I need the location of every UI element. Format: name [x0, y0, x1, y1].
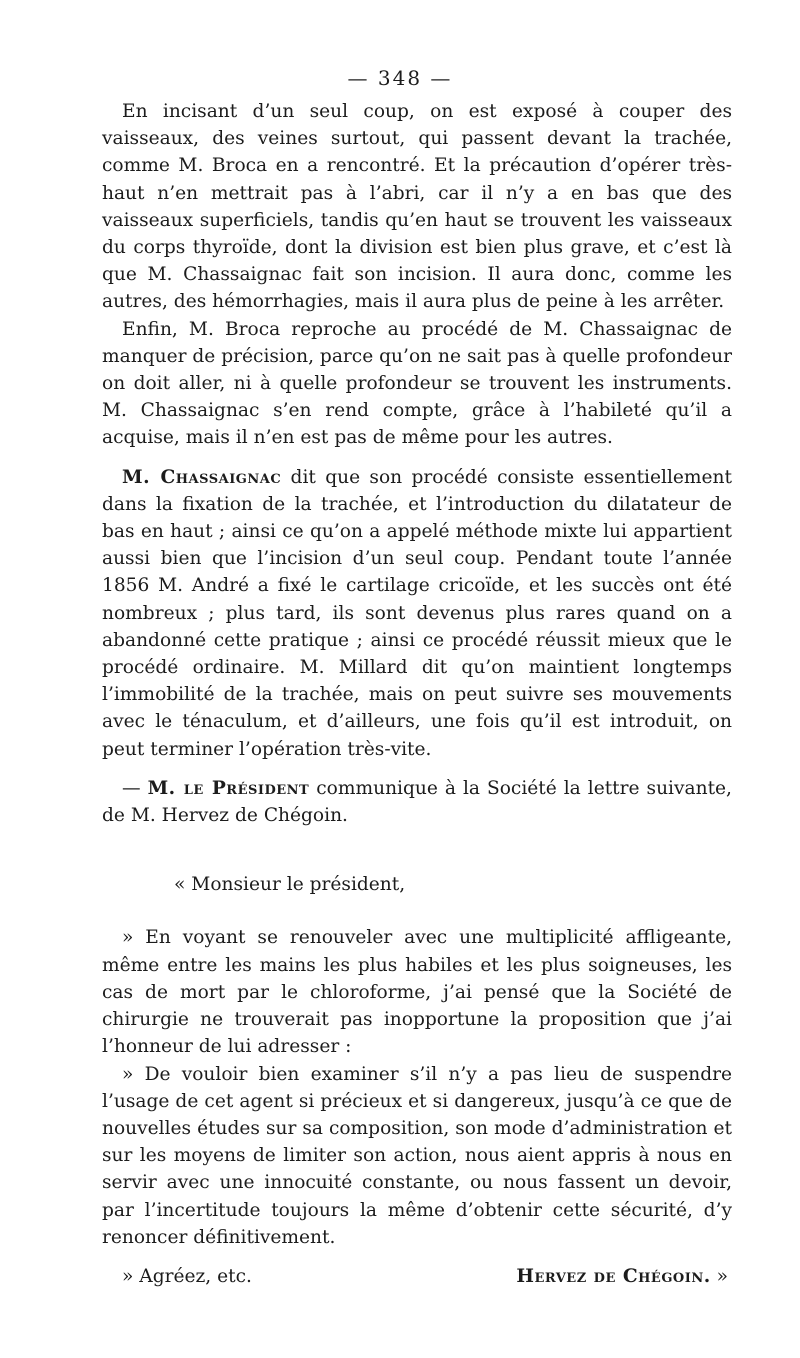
letter-paragraph-1: » En voyant se renouveler avec une multiplicité affligeante, même entre les mains les plus habiles et les plus soigneuses, les cas de mort par le chloroforme, j’ai pensé que la Société de chirurgie ne trouverait pas inopportune la proposition que j’ai l’honneur de lui adresser :	[102, 927, 732, 1058]
letter-salutation: « Monsieur le président,	[174, 874, 406, 896]
paragraph-broca-critique: Enfin, M. Broca reproche au procédé de M. Chassaignac de manquer de précision, parce qu’on ne sait pas à quelle profondeur on doit aller, ni à quelle profondeur se trouvent les instruments. M. Chassaignac s’en rend compte, grâce à l’habileté qu’il a acquise, mais il n’en est pas de même pour les autres.	[102, 318, 732, 449]
paragraph-chassaignac-reply	[102, 464, 732, 763]
signature: Hervez de Chégoin.	[516, 1265, 711, 1287]
paragraph-tracheotomy-risk: En incisant d’un seul coup, on est exposé à couper des vaisseaux, des veines surtout, qui passent devant la trachée, comme M. Broca en a rencontré. Et la précaution d’opérer très-haut n’en mettrait pas à l’abri, car il n’y a en bas que des vaisseaux superficiels, tandis qu’en haut se trouvent les vaisseaux du corps thyroïde, dont la division est bien plus grave, et c’est là que M. Chassaignac fait son incision. Il aura donc, comme les autres, des hémorrhagies, mais il aura plus de peine à les arrêter.	[102, 101, 732, 313]
letter-closing	[102, 1263, 732, 1290]
speaker-chassaignac: M. Chassaignac	[122, 466, 282, 488]
closing-quote: »	[710, 1265, 728, 1287]
signature-line	[516, 1263, 732, 1290]
closing-formula: » Agréez, etc.	[122, 1265, 252, 1287]
page-body	[102, 98, 732, 1290]
dash: —	[122, 777, 148, 799]
speaker-president: M. le Président	[147, 777, 310, 799]
president-text: communique à la Société la lettre suivante, de M. Hervez de Chégoin.	[102, 777, 732, 827]
paragraph-president	[102, 775, 732, 829]
chassaignac-text: dit que son procédé consiste essentiellement dans la fixation de la trachée, et l’introduction du dilatateur de bas en haut ; ainsi ce qu’on a appelé méthode mixte lui appartient aussi bien que l’incision d’un seul coup. Pendant toute l’année 1856 M. André a fixé le cartilage cricoïde, et les succès ont été nombreux ; plus tard, ils sont devenus plus rares quand on a abandonné cette pratique ; ainsi ce procédé réussit mieux que le procédé ordinaire. M. Millard dit qu’on maintient longtemps l’immobilité de la trachée, mais on peut suivre ses mouvements avec le ténaculum, et d’ailleurs, une fois qu’il est introduit, on peut terminer l’opération très-vite.	[102, 466, 732, 760]
page-number: — 348 —	[347, 66, 453, 90]
letter-paragraph-2: » De vouloir bien examiner s’il n’y a pas lieu de suspendre l’usage de cet agent si précieux et si dangereux, jusqu’à ce que de nouvelles études sur sa composition, son mode d’administration et sur les moyens de limiter son action, nous aient appris à nous en servir avec une innocuité constante, ou nous fassent un devoir, par l’incertitude toujours la même d’obtenir cette sécurité, d’y renoncer définitivement.	[102, 1063, 732, 1248]
